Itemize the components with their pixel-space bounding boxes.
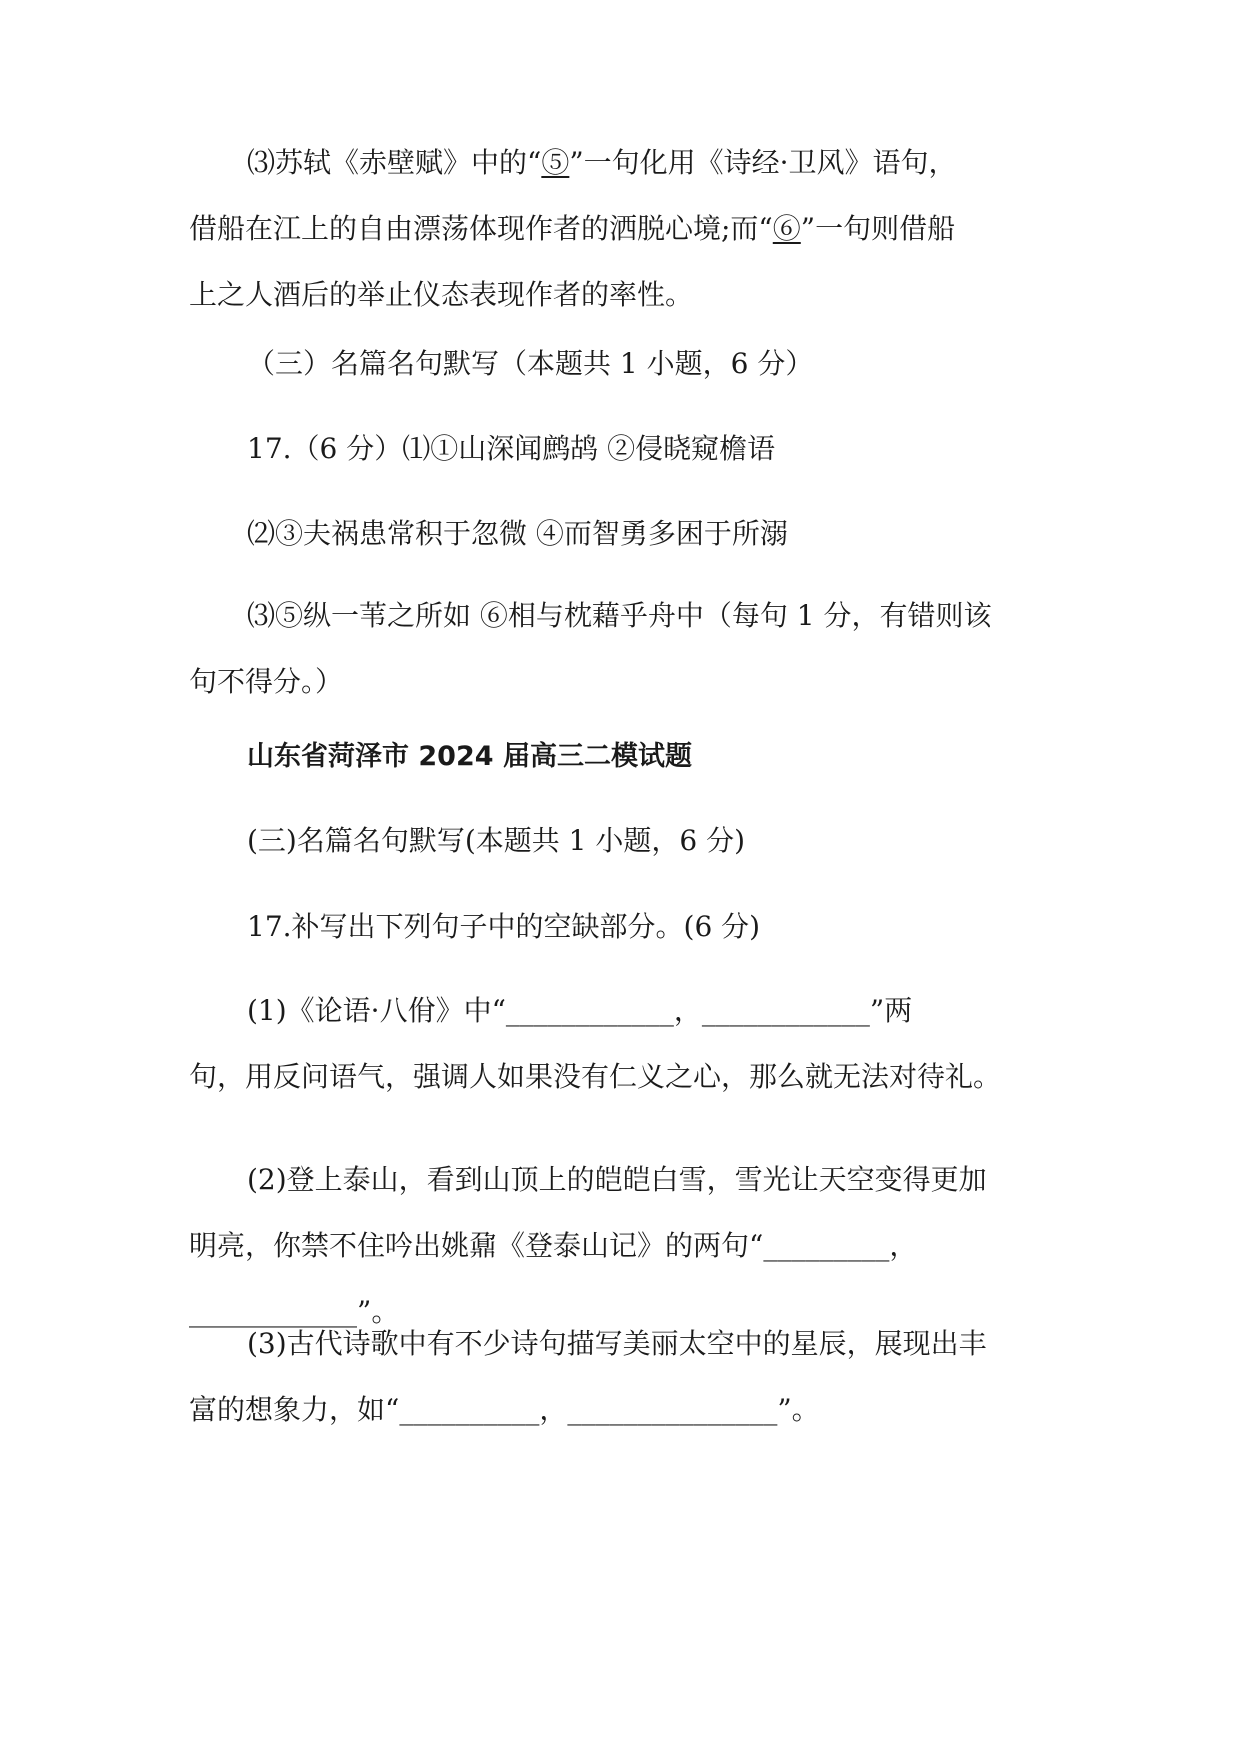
blank-marker-6: ⑥ xyxy=(772,212,801,245)
text-line: 借船在江上的自由漂荡体现作者的洒脱心境;而“⑥”一句则借船 xyxy=(189,212,956,245)
text-line: ⑶苏轼《赤壁赋》中的“⑤”一句化用《诗经·卫风》语句， xyxy=(247,146,957,179)
question-17-1 xyxy=(189,978,1069,1110)
text-line: ⑶⑤纵一苇之所如 ⑥相与枕藉乎舟中（每句 1 分，有错则该 xyxy=(247,599,992,632)
answer-17-3 xyxy=(189,583,1069,715)
text-line: 上之人酒后的举止仪态表现作者的率性。 xyxy=(189,278,694,311)
text-line: (2)登上泰山，看到山顶上的皑皑白雪，雪光让天空变得更加 xyxy=(247,1163,987,1196)
paragraph-su-shi xyxy=(189,130,1069,328)
section-header: (三)名篇名句默写(本题共 1 小题，6 分) xyxy=(247,824,746,857)
answer-17-2: ⑵③夫祸患常积于忽微 ④而智勇多困于所溺 xyxy=(247,517,788,550)
text-line: (1)《论语·八佾》中“____________，____________”两 xyxy=(247,994,913,1027)
exam-title: 山东省菏泽市 2024 届高三二模试题 xyxy=(247,741,692,772)
text-line: 富的想象力，如“__________，_______________”。 xyxy=(189,1393,820,1426)
section-header: （三）名篇名句默写（本题共 1 小题，6 分） xyxy=(247,347,814,380)
text-line: 句，用反问语气，强调人如果没有仁义之心，那么就无法对待礼。 xyxy=(189,1060,1002,1093)
text-line: ____________”。 xyxy=(189,1295,400,1328)
blank-marker-5: ⑤ xyxy=(541,146,570,179)
text-line: 句不得分。） xyxy=(189,665,344,698)
answer-17: 17.（6 分）⑴①山深闻鹧鸪 ②侵晓窥檐语 xyxy=(247,432,776,465)
text-line: (3)古代诗歌中有不少诗句描写美丽太空中的星辰，展现出丰 xyxy=(247,1327,987,1360)
question-17: 17.补写出下列句子中的空缺部分。(6 分) xyxy=(247,910,761,943)
text-line: 明亮，你禁不住吟出姚鼐《登泰山记》的两句“_________， xyxy=(189,1229,918,1262)
question-17-3 xyxy=(189,1311,1069,1443)
